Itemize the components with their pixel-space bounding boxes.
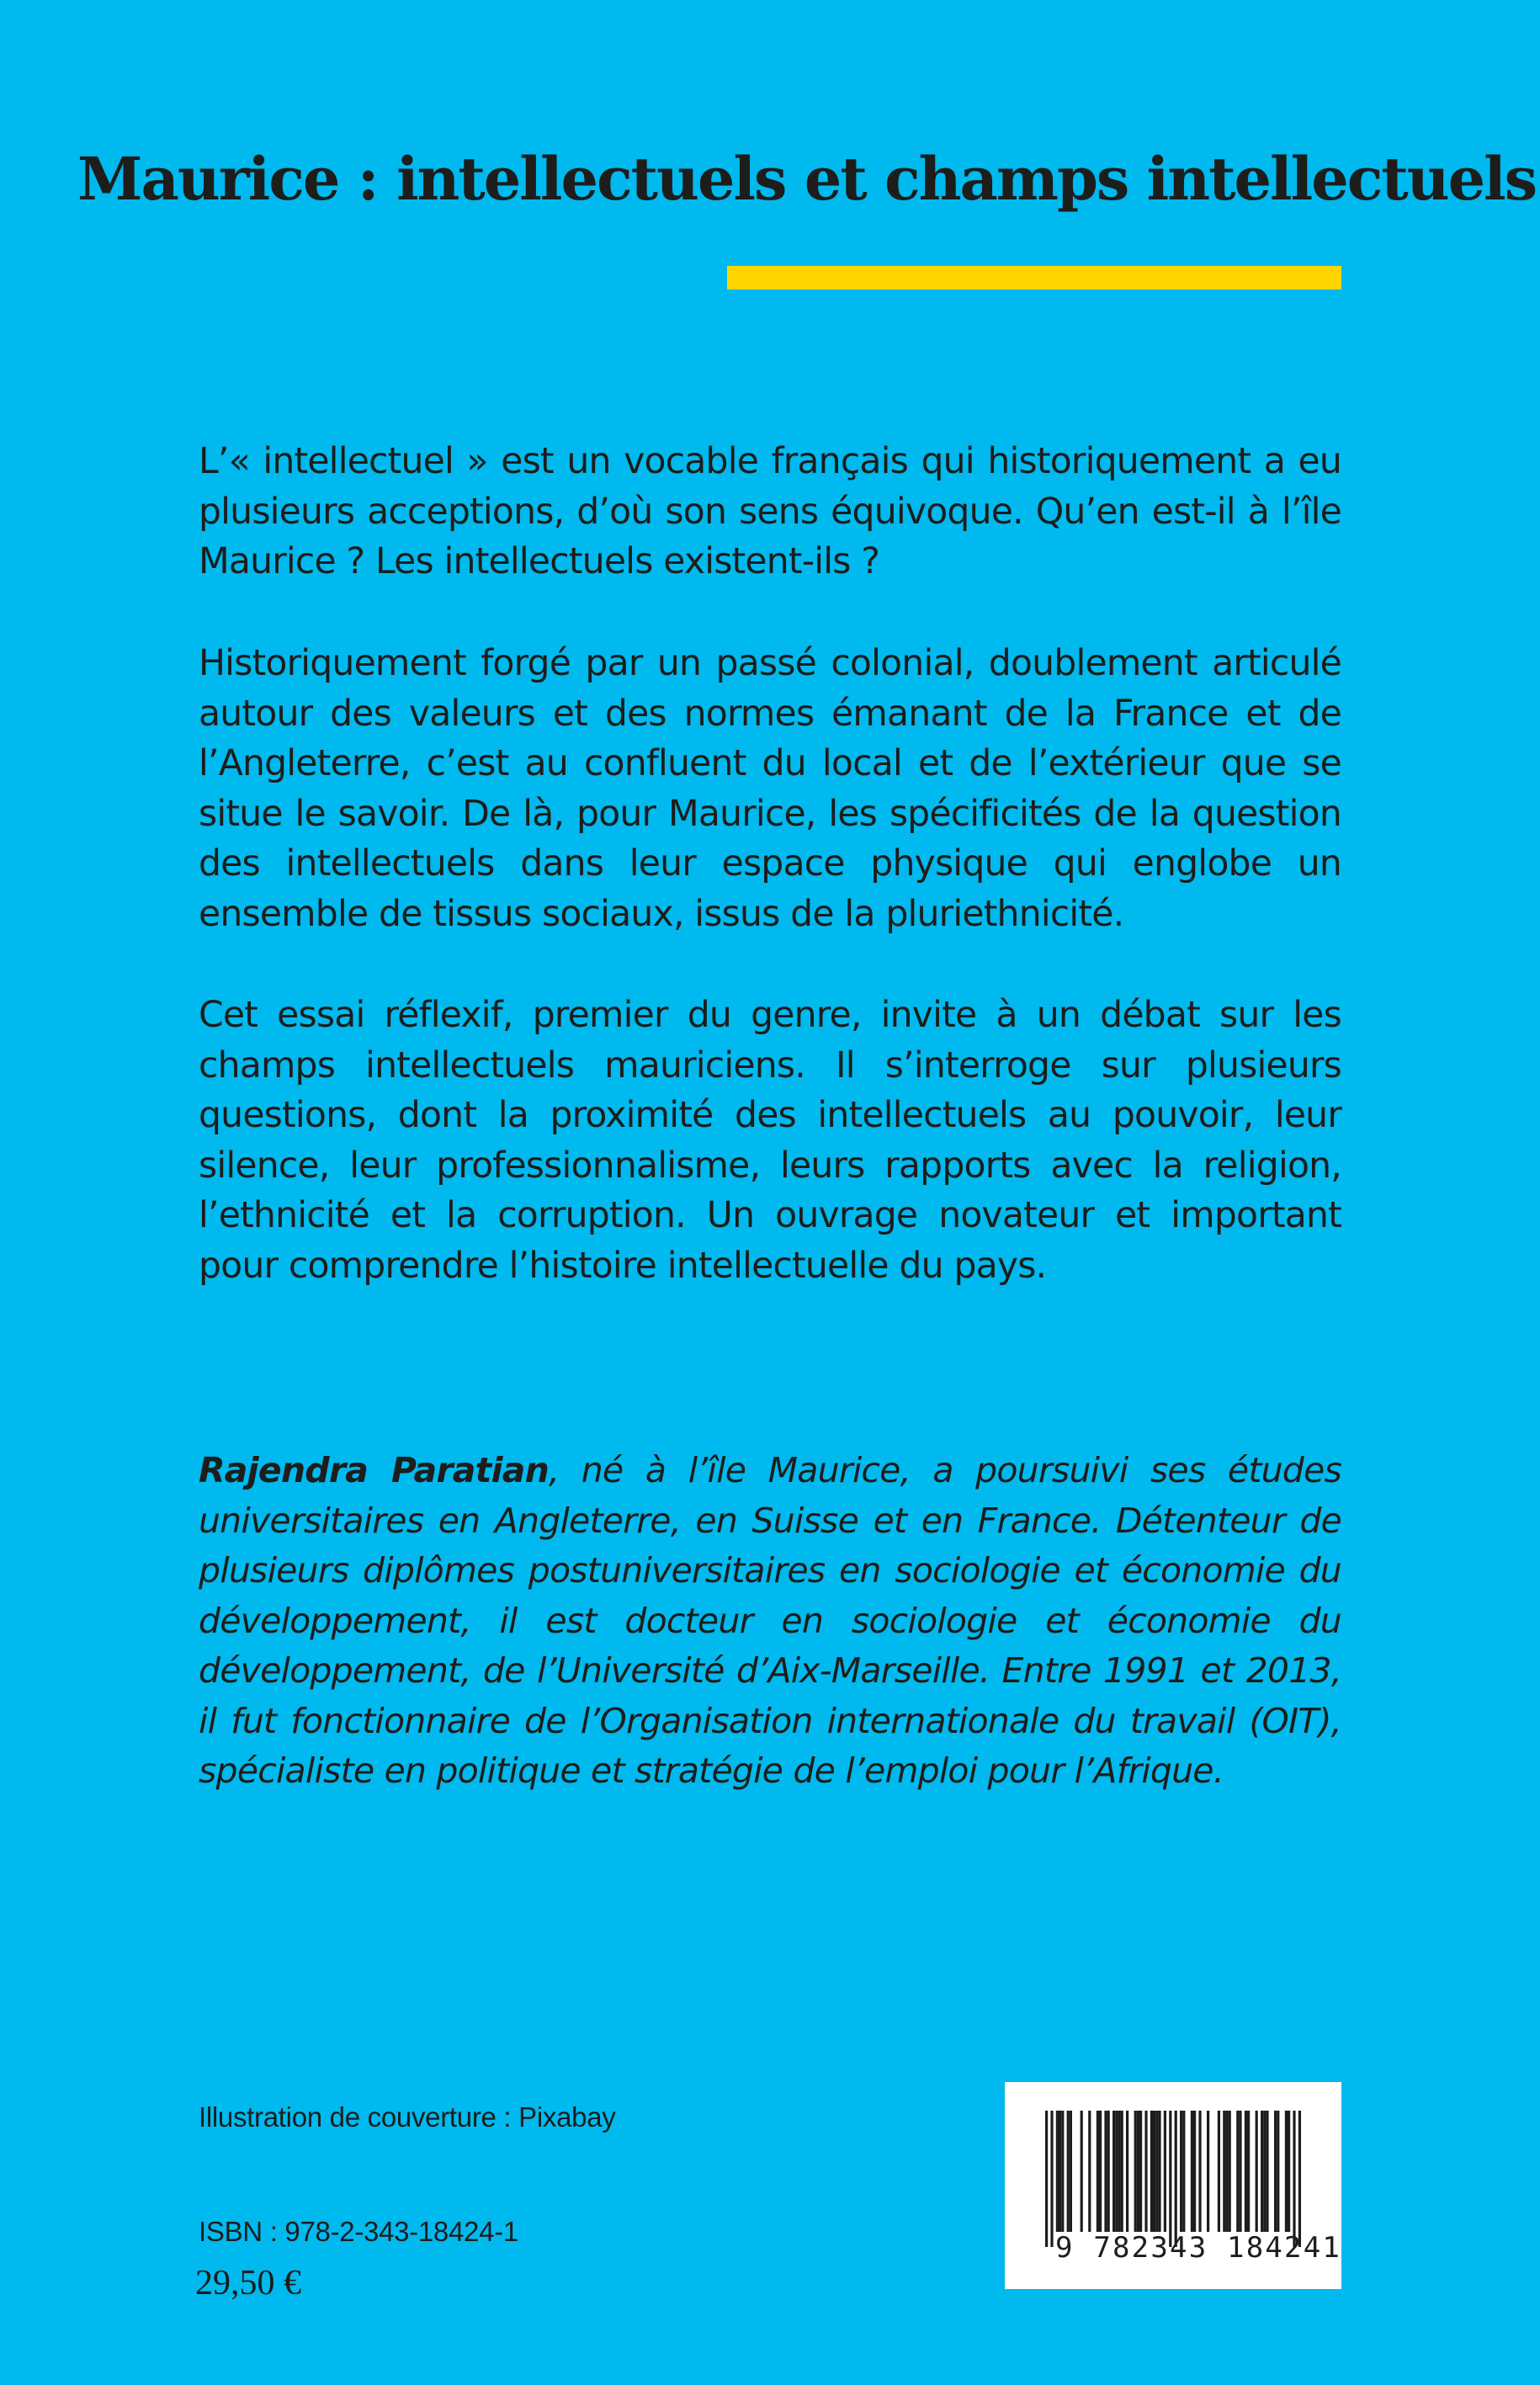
barcode-bar [1182, 2111, 1185, 2232]
barcode-bar [1107, 2111, 1110, 2232]
barcode-bar [1236, 2111, 1239, 2232]
barcode-bar [1118, 2111, 1120, 2232]
barcode-bar [1225, 2111, 1228, 2232]
barcode-bar [1266, 2111, 1268, 2232]
barcode-bar [1261, 2111, 1263, 2232]
cover-illustration-credit: Illustration de couverture : Pixabay [199, 2101, 616, 2133]
barcode-bar [1285, 2111, 1288, 2232]
barcode-bar [1113, 2111, 1115, 2232]
barcode-bar [1144, 2111, 1147, 2232]
barcode-bar [1150, 2111, 1153, 2232]
barcode-bar [1088, 2111, 1091, 2232]
summary-paragraph-2: Historiquement forgé par un passé colonial, doublement articulé autour des valeurs et des normes émanant de la France et de l’Angleterre, c’est au confluent du local et de l’extérieur que se situe le savoir. De là, pour Maurice, les spécificités de la question des intellectuels dans leur espace physique qui englobe un ensemble de tissus sociaux, issus de la pluriethnicité. [199, 643, 1341, 935]
author-bio [199, 1446, 1341, 1797]
barcode-bar [1277, 2111, 1279, 2232]
barcode-bar [1104, 2111, 1107, 2232]
barcode-bar [1247, 2111, 1250, 2232]
barcode-bar [1191, 2111, 1193, 2232]
barcode-bar [1056, 2111, 1059, 2232]
barcode-bar [1263, 2111, 1266, 2232]
barcode-bar [1126, 2111, 1128, 2232]
barcode-bar [1050, 2111, 1053, 2247]
barcode-bar [1099, 2111, 1102, 2232]
barcode-bar [1059, 2111, 1061, 2232]
barcode-bar [1115, 2111, 1118, 2232]
barcode-bar [1229, 2111, 1231, 2232]
barcode-bar [1169, 2111, 1171, 2247]
price: 29,50 € [195, 2264, 301, 2303]
barcode-bar [1218, 2111, 1220, 2232]
barcode-bar [1207, 2111, 1209, 2232]
title-accent-rule [727, 266, 1341, 289]
barcode-bar [1256, 2111, 1258, 2232]
barcode-bar [1288, 2111, 1290, 2232]
barcode-bar [1158, 2111, 1160, 2232]
barcode-bar [1193, 2111, 1196, 2232]
barcode-bar [1137, 2111, 1139, 2232]
barcode-bar [1239, 2111, 1241, 2232]
barcode-bar [1134, 2111, 1137, 2232]
barcode-bar [1070, 2111, 1072, 2232]
author-bio-text: , né à l’île Maurice, a poursuivi ses études universitaires en Angleterre, en Suisse et en France. Détenteur de plusieurs diplômes postuniversitaires en sociologie et économie du développement, il est docteur en sociologie et économie du développement, de l’Université d’Aix-Marseille. Entre 1991 et 2013, il fut fonctionnaire de l’Organisation internationale du travail (OIT), spécialiste en politique et stratégie de l’emploi pour l’Afrique. [199, 1450, 1342, 1791]
author-name: Rajendra Paratian [199, 1450, 549, 1490]
barcode-bar [1081, 2111, 1083, 2232]
barcode-bar [1045, 2111, 1048, 2247]
barcode-bar [1121, 2111, 1123, 2232]
barcode-bar [1198, 2111, 1201, 2232]
barcode-bar [1298, 2111, 1301, 2247]
summary-paragraph-1: L’« intellectuel » est un vocable français qui historiquement a eu plusieurs acceptions, d’où son sens équivoque. Qu’en est-il à l’île Maurice ? Les intellectuels existent-ils ? [199, 441, 1341, 582]
barcode-bar [1180, 2111, 1182, 2232]
book-title: Maurice : intellectuels et champs intellectuels [77, 144, 1537, 214]
barcode-bar [1164, 2111, 1166, 2232]
barcode-bar [1274, 2111, 1277, 2232]
barcode-bar [1155, 2111, 1158, 2232]
summary-paragraph-3: Cet essai réflexif, premier du genre, invite à un débat sur les champs intellectuels mauriciens. Il s’interroge sur plusieurs questions, dont la proximité des intellectuels au pouvoir, leur silence, leur professionnalisme, leurs rapports avec la religion, l’ethnicité et la corruption. Un ouvrage novateur et important pour comprendre l’histoire intellectuelle du pays. [199, 995, 1341, 1287]
barcode-bar [1245, 2111, 1247, 2232]
isbn: ISBN : 978-2-343-18424-1 [199, 2216, 518, 2247]
barcode-bar [1061, 2111, 1064, 2232]
barcode-bar [1097, 2111, 1099, 2232]
barcode-bar [1293, 2111, 1295, 2247]
barcode-digits: 9 782343 184241 [1055, 2231, 1342, 2265]
barcode-bar [1223, 2111, 1225, 2232]
barcode-bar [1153, 2111, 1155, 2232]
barcode-bar [1067, 2111, 1070, 2232]
barcode-bar [1139, 2111, 1142, 2232]
barcode-bar [1175, 2111, 1177, 2247]
barcode [1005, 2082, 1341, 2289]
